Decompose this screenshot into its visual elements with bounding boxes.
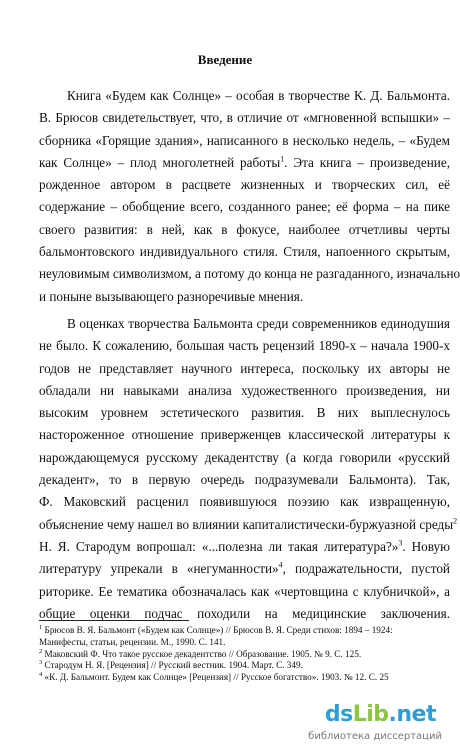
line-text-cont: . Эта книга – произведение, [284, 154, 451, 170]
dslib-watermark [296, 702, 446, 746]
text-line [39, 196, 450, 218]
line-text: и поныне вызывающего разноречивые мнения. [39, 288, 304, 304]
line-text: литературу упрекали в «негуманности» [39, 561, 279, 577]
line-text: обладали ни навыками анализа художественного произведения, ни [39, 382, 450, 398]
text-line [39, 107, 450, 129]
line-text: высоким уровнем эстетического развития. В них выплеснулось [39, 405, 450, 421]
line-text: В. Брюсов свидетельствует, что, в отличие от «мгновенной вспышки» – [39, 110, 450, 126]
text-line [39, 152, 450, 174]
text-line [39, 558, 450, 580]
line-text: Ф. Маковский расценил появившуюся поэзию как извращенную, [39, 494, 450, 510]
footnote-ref: 2 [453, 516, 458, 526]
line-text: общие оценки подчас походили на медицинские заключения. [39, 605, 450, 621]
line-text: бальмонтовского индивидуального стиля. Стиля, напоенного скрытым, [39, 244, 450, 260]
line-text-cont: . Новую [402, 538, 450, 554]
text-line [39, 174, 450, 196]
footnote-text: Брюсов В. Я. Бальмонт («Будем как Солнце») // Брюсов В. Я. Среди стихов: 1894 – 1924: [42, 625, 393, 635]
text-line [39, 581, 450, 603]
footnote-divider [39, 620, 189, 621]
text-line [39, 603, 450, 625]
footnote-ref: 4 [278, 560, 283, 570]
text-line [39, 263, 460, 285]
text-line [39, 219, 450, 241]
text-line [39, 85, 450, 107]
footnote-ref: 1 [280, 154, 285, 164]
line-text: Н. Я. Стародум вопрошал: «...полезна ли такая литература?» [39, 538, 399, 554]
text-line [39, 447, 450, 469]
line-text: содержание – обобщение всего, созданного ранее; её форма – на пике [39, 199, 450, 215]
watermark-subtitle: библиотека диссертаций [308, 731, 442, 742]
footnote [39, 672, 450, 684]
footnote [39, 625, 450, 637]
footnote [39, 660, 450, 672]
footnote-number: 4 [39, 671, 43, 679]
footnote-number: 3 [39, 659, 43, 667]
text-line [39, 286, 450, 308]
line-text: риторике. Ее тематика обозначалась как «чертовщина с клубничкой», а [39, 583, 450, 599]
text-line [39, 536, 450, 558]
footnote-text: Манифесты, статьи, рецензии. М., 1990. С. 141. [39, 636, 226, 647]
body-text [39, 85, 460, 625]
line-text-cont: , подражательности, пустой [282, 561, 450, 577]
dslib-logo: dsLib.net [324, 702, 436, 727]
text-line [39, 358, 450, 380]
line-text: не было. К сожалению, большая часть рецензий 1890-х – начала 1900-х [39, 338, 450, 354]
footnote [39, 649, 450, 661]
line-text: Книга «Будем как Солнце» – особая в творчестве К. Д. Бальмонта. [67, 88, 450, 103]
line-text: как Солнце» – плод многолетней работы [39, 154, 281, 170]
line-text: нарождающемуся русскому декадентству (а когда говорили «русский [39, 449, 450, 465]
page-title: Введение [197, 52, 253, 67]
text-line [39, 469, 450, 491]
line-text: декадент», то в первую очередь подразумевали Бальмонта). Так, [39, 472, 450, 488]
footnotes [39, 625, 450, 684]
footnote-number: 2 [39, 647, 43, 655]
text-line [39, 313, 450, 335]
footnote-text: Стародум Н. Я. [Рецензия] // Русский вестник. 1904. Март. С. 349. [42, 660, 303, 671]
text-line [39, 402, 450, 424]
line-text: неуловимым символизмом, а потому до конца не разгаданного, изначально [39, 266, 460, 282]
footnote-text: «К. Д. Бальмонт. Будем как Солнце» [Рецензия] // Русское богатство». 1903. № 12. С. 25 [42, 672, 389, 683]
line-text: годов не представляет научного интереса, поскольку их авторы не [39, 360, 450, 376]
footnote-ref: 3 [398, 538, 403, 548]
text-line [39, 424, 450, 446]
line-text: сборника «Горящие здания», написанного в несколько недель, – «Будем [39, 132, 450, 148]
footnote-text: Маковский Ф. Что такое русское декадентство // Образование. 1905. № 9. С. 125. [42, 648, 362, 659]
line-text: В оценках творчества Бальмонта среди современников единодушия [67, 315, 450, 331]
line-text: объяснение чему нашел во влиянии капиталистически-буржуазной среды [39, 516, 454, 532]
text-line [39, 491, 450, 513]
footnote-number: 1 [39, 623, 43, 631]
line-text: настороженное отношение приверженцев классической литературы к [39, 427, 450, 443]
footnote [39, 637, 450, 649]
line-text: своего развития: в ней, как в фокусе, наиболее отчетливы черты [39, 221, 450, 237]
line-text: рожденное автором в расцвете жизненных и творческих сил, её [39, 177, 450, 193]
text-line [39, 514, 458, 536]
text-line [39, 380, 450, 402]
text-line [39, 130, 450, 152]
text-line [39, 335, 450, 357]
text-line [39, 241, 450, 263]
